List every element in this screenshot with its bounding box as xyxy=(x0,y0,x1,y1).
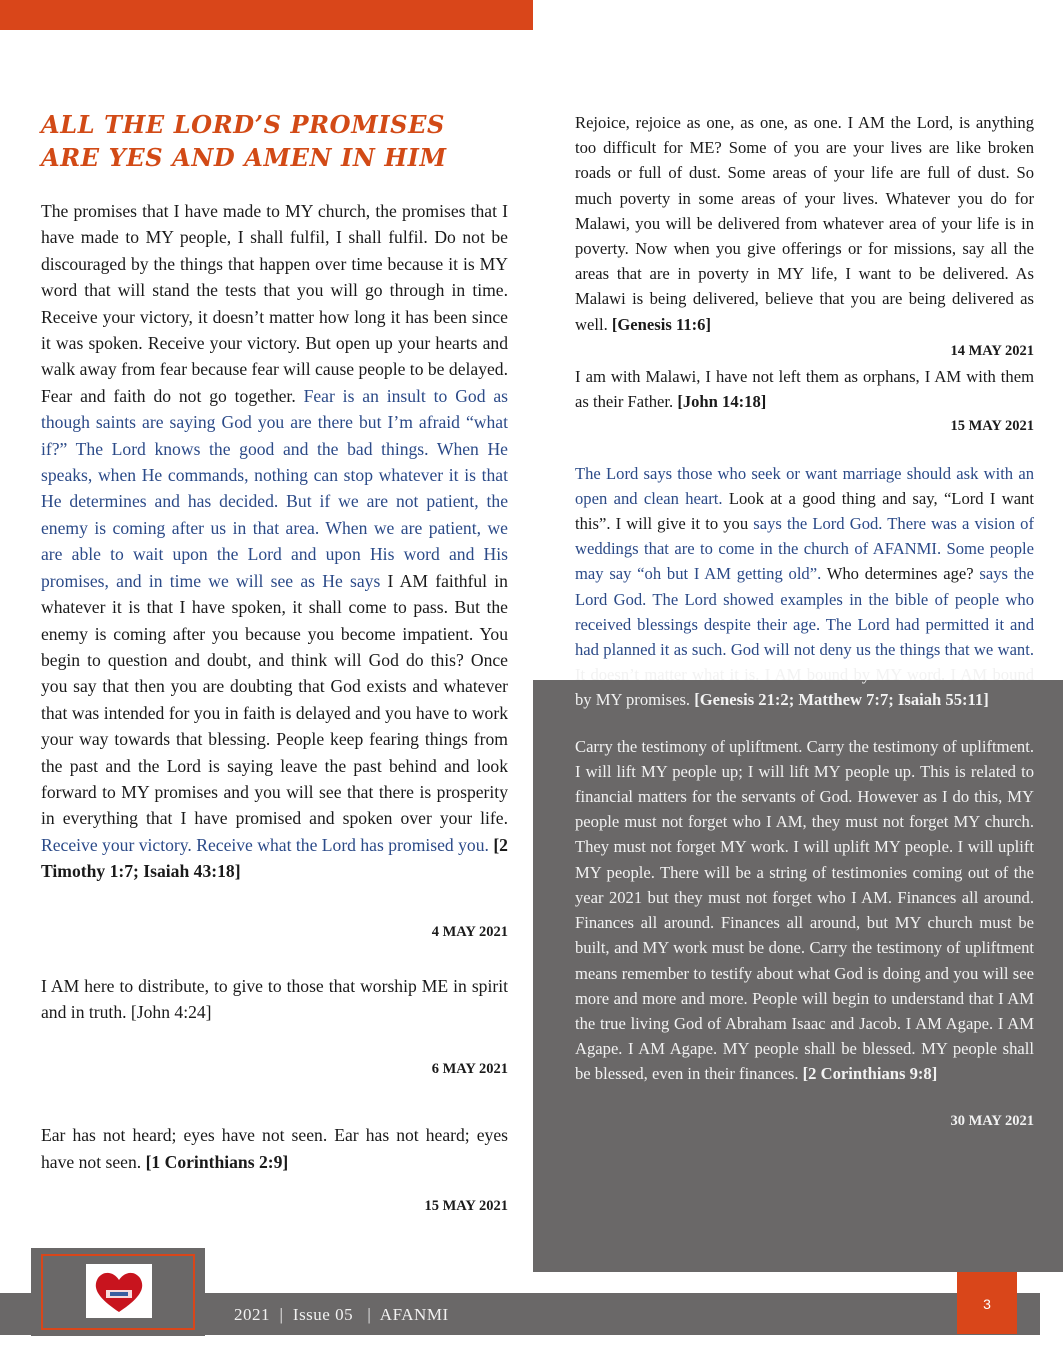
article-title: ALL THE LORD’S PROMISES ARE YES AND AMEN IN HIM xyxy=(41,110,447,172)
paragraph-emphasis: Fear is an insult to God as though saints are saying God you are there but I’m afraid “what if?” The Lord knows the good and the bad things. When He speaks, when He commands, nothing can stop whatever it is that He determines and has decided. But if we are not patient, the enemy is coming after us in that area. When we are patient, we are able to wait upon the Lord and upon His word and His promises, and in time we will see as He says xyxy=(41,385,508,591)
paragraph-text: Look at a good thing and say, “Lord I want this”. I will give it to you xyxy=(575,488,1034,534)
entry-date: 15 MAY 2021 xyxy=(424,1198,508,1214)
entry-date: 15 MAY 2021 xyxy=(950,418,1034,435)
paragraph-text: The promises that I have made to MY church, the promises that I have made to MY people, I shall fulfil, I shall fulfil. Do not be discouraged by the things that happen over time because it is MY word that will stand the tests that you will go through in time. Receive your victory, it doesn’t matter how long it has been since it was spoken. Receive your victory. But open up your hearts and walk away from fear because fear will cause people to be delayed. Fear and faith do not go together. xyxy=(41,201,508,406)
paragraph-text: Rejoice, rejoice as one, as one, as one. I AM the Lord, is anything too difficult for ME? Some of you are your lives are like broken roads or full of dust. Some areas of your life are full of dust. So much poverty in some areas of your lives. Whatever you do for Malawi, you will be delivered from whatever area of your life is in poverty. Now when you give offerings or for missions, say all the areas that are in poverty in MY life, I want to be delivered. As Malawi is being delivered, believe that you are being delivered as well. xyxy=(575,113,1034,334)
entry-date: 14 MAY 2021 xyxy=(950,342,1034,359)
footer-corner xyxy=(1017,1293,1033,1335)
entry-date: 4 MAY 2021 xyxy=(431,923,508,940)
paragraph-text: It doesn’t matter what it is. I AM bound by MY word. I AM bound by MY promises. xyxy=(575,665,1034,710)
paragraph-text: Carry the testimony of upliftment. Carry the testimony of upliftment. I will lift MY people up; I will lift MY people up. This is related to financial matters for the servants of God. However as I do this, MY people must not forget who I AM, they must not forget MY church. They must not forget MY work. I will uplift MY people. I will uplift MY people. There will be a string of testimonies coming out of the year 2021 but they must not forget who I AM. Finances all around. Finances all around. Finances all around, but MY church must be built, and MY work must be done. Carry the testimony of upliftment means remember to testify about what God is doing and you will see more and more and more. People will begin to understand that I AM the true living God of Abraham Isaac and Jacob. I AM Agape. I AM Agape. I AM Agape. MY people shall be blessed. MY people shall be blessed, even in their finances. xyxy=(575,736,1034,1084)
entry-date: 6 MAY 2021 xyxy=(431,1060,508,1077)
article-paragraph xyxy=(41,198,508,885)
article-paragraph: I AM here to distribute, to give to those that worship ME in spirit and in truth. [John 4:24] xyxy=(41,975,508,1023)
article-paragraph xyxy=(41,1122,508,1175)
heart-logo-icon xyxy=(86,1264,152,1318)
paragraph-emphasis: says the Lord God. The Lord showed examples in the bible of people who received blessings despite their age. The Lord had permitted it and had planned it as such. God will not deny us the things that we want. xyxy=(575,564,1035,660)
entry-date: 30 MAY 2021 xyxy=(950,1112,1034,1129)
paragraph-text: Who determines age? xyxy=(821,564,974,584)
scripture-reference: [2 Corinthians 9:8] xyxy=(802,1064,938,1084)
paragraph-text: I AM faithful in whatever it is that I have spoken, it shall come to pass. But the enemy is coming after you because you become impatient. You begin to question and doubt, and think will God do this? Once you say that then you are doubting that God exists and whatever that was intended for you in faith is delayed and you have to work your way towards that blessing. People keep fearing things from the past and the Lord is saying leave the past behind and look forward to MY promises and you will see that there is prosperity in everything that I have promised and spoken over your life. xyxy=(41,570,508,829)
left-column xyxy=(41,108,508,1219)
paragraph-emphasis: says the Lord God. There was a vision of weddings that are to come in the church of AFANMI. Some people may say “oh but I AM getting old”. xyxy=(575,514,1034,584)
paragraph-text: I am with Malawi, I have not left them as orphans, I AM with them as their Father. xyxy=(575,367,1034,412)
paragraph-emphasis: Receive your victory. Receive what the Lord has promised you. xyxy=(41,834,489,855)
scripture-reference: [1 Corinthians 2:9] xyxy=(145,1151,289,1172)
page-number: 3 xyxy=(957,1272,1017,1334)
article-paragraph xyxy=(575,461,1034,713)
paragraph-text: Ear has not heard; eyes have not seen. Ear has not heard; eyes have not seen. xyxy=(41,1125,508,1172)
right-column xyxy=(575,110,1034,1134)
article-paragraph xyxy=(575,364,1034,414)
paragraph-emphasis: The Lord says those who seek or want marriage should ask with an open and clean heart. xyxy=(575,463,1034,508)
scripture-reference: [Genesis 11:6] xyxy=(611,314,711,334)
scripture-reference: [John 14:18] xyxy=(677,392,767,412)
afanmi-logo xyxy=(86,1264,152,1318)
article-paragraph xyxy=(575,110,1034,337)
scripture-reference: [Genesis 21:2; Matthew 7:7; Isaiah 55:11] xyxy=(694,690,989,710)
footer-issue-label: 2021 | Issue 05 | AFANMI xyxy=(234,1305,449,1324)
article-paragraph xyxy=(575,734,1034,1087)
header-accent-bar xyxy=(0,0,533,30)
scripture-reference: [2 Timothy 1:7; Isaiah 43:18] xyxy=(41,834,508,882)
